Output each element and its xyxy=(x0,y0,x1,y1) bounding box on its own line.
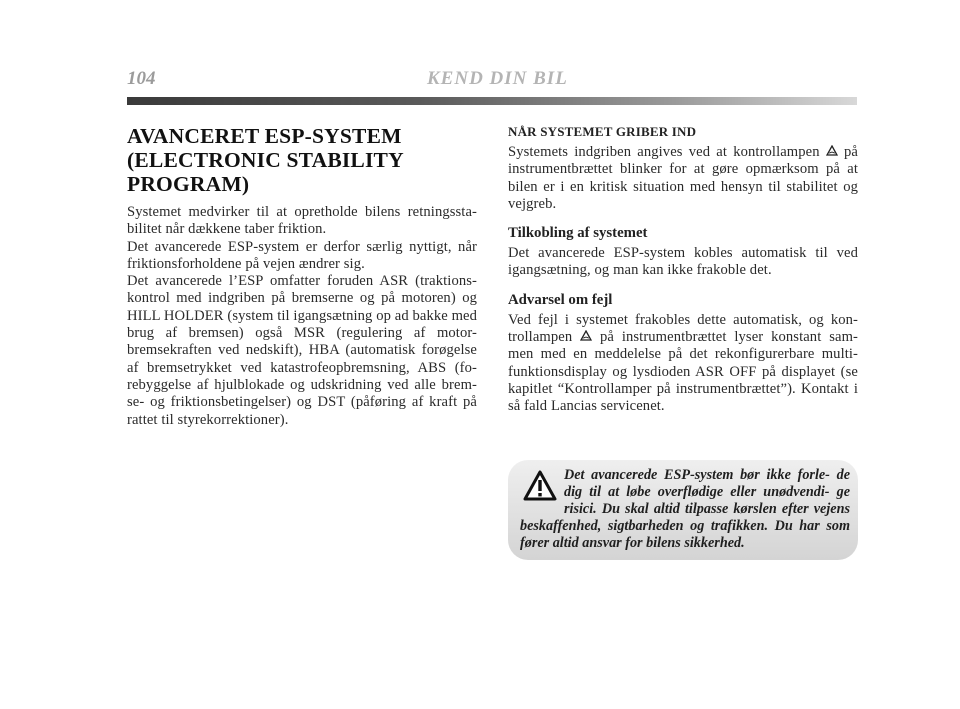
warning-text: Det avancerede ESP-system bør ikke forle- de dig til at løbe overflødige eller unødvendi- ge risici. Du skal altid tilpasse kørslen efter vejens beskaffenhed, sigtbarheden og trafikken. Du har som fører altid ansvar for bilens sikkerhed. xyxy=(520,467,850,551)
right-column xyxy=(508,124,858,416)
fault-warning-text xyxy=(508,312,858,416)
warning-text-block xyxy=(520,467,850,552)
second-paragraph: Det avancerede ESP-system er derfor særlig nyttigt, når friktionsforholdene på vejen ændrer sig. xyxy=(127,238,477,272)
header-rule xyxy=(127,97,857,105)
activation-text: Det avancerede ESP-system kobles automatisk til ved igangsætning, og man kan ikke frakoble det. xyxy=(508,245,858,279)
fault-text-start: Ved fejl i systemet frakobles dette automatisk, og kon- trollampen xyxy=(508,311,858,346)
left-column xyxy=(127,124,477,429)
intro-paragraph: Systemet medvirker til at opretholde bilens retningssta- bilitet når dækkene taber friktion. xyxy=(127,204,477,238)
intervene-text-end: på instrumentbrættet blinker for at gøre opmærksom på at bilen er i en kritisk situation med hensyn til stabilitet og vejgreb. xyxy=(508,144,858,212)
intervene-text-start: Systemets indgriben angives ved at kontrollampen xyxy=(508,144,820,160)
activation-heading: Tilkobling af systemet xyxy=(508,225,648,242)
esp-warning-lamp-icon xyxy=(580,330,592,342)
article-heading: AVANCERET ESP-SYSTEM (ELECTRONIC STABILITY PROGRAM) xyxy=(127,124,404,196)
when-system-intervenes-text xyxy=(508,144,858,213)
section-title: KEND DIN BIL xyxy=(427,68,568,89)
fault-warning-heading: Advarsel om fejl xyxy=(508,291,613,308)
esp-warning-lamp-icon xyxy=(826,145,838,157)
fault-text-end: på instrumentbrættet lyser konstant sam- men med en meddelelse på det rekonfigurerbare multi- funktionsdisplay og lysdioden ASR OFF på displayet (se kapitlet “Kontrollamper på instrumentbrættet”). Kontakt i så fald Lancias servicenet. xyxy=(508,329,858,415)
warning-box xyxy=(508,460,858,560)
when-system-intervenes-heading: NÅR SYSTEMET GRIBER IND xyxy=(508,124,697,139)
third-paragraph: Det avancerede l’ESP omfatter foruden ASR (traktions- kontrol med indgriben på bremserne og på motoren) og HILL HOLDER (system til igangsætning op ad bakke med brug af bremsen) også MSR (regulering af motor- bremsekraften ved nedskift), HBA (automatisk forøgelse af bremsetrykket ved katastrofeopbremsning, ABS (fo- rebyggelse af hjulblokade og udskridning ved alle brem- se- og friktionsbetingelser) og DST (påføring af kraft på rattet til styrekorrektioner). xyxy=(127,273,477,428)
page-number: 104 xyxy=(127,68,156,89)
